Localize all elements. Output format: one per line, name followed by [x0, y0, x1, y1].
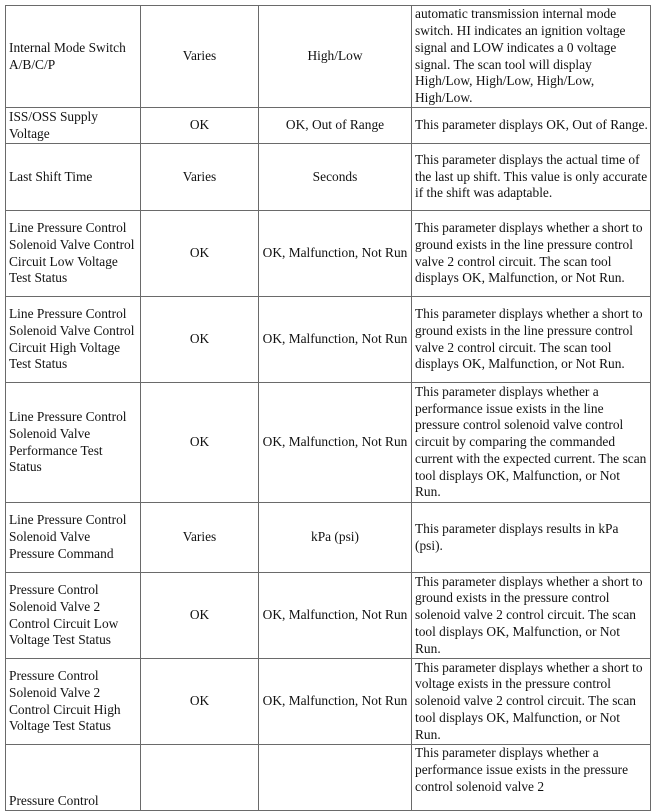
parameter-description: automatic transmission internal mode switch. HI indicates an ignition voltage signal and LOW indicates a 0 voltage signal. The scan tool will display High/Low, High/Low, High/Low, High/Low.	[412, 6, 651, 108]
parameter-units: OK, Malfunction, Not Run	[259, 297, 412, 383]
parameter-units	[259, 745, 412, 811]
parameter-name: Pressure Control Solenoid Valve 2 Control Circuit High Voltage Test Status	[6, 659, 141, 745]
parameter-name: Line Pressure Control Solenoid Valve Performance Test Status	[6, 383, 141, 503]
parameter-typical-value: OK	[141, 108, 259, 144]
parameter-typical-value: OK	[141, 659, 259, 745]
parameter-typical-value: Varies	[141, 503, 259, 573]
parameter-name: Line Pressure Control Solenoid Valve Control Circuit High Voltage Test Status	[6, 297, 141, 383]
parameter-typical-value: Varies	[141, 144, 259, 211]
scan-tool-parameter-table	[5, 5, 651, 811]
parameter-units: High/Low	[259, 6, 412, 108]
table-row	[6, 108, 651, 144]
parameter-name: Internal Mode Switch A/B/C/P	[6, 6, 141, 108]
parameter-units: OK, Malfunction, Not Run	[259, 211, 412, 297]
table-row	[6, 573, 651, 659]
parameter-typical-value: OK	[141, 297, 259, 383]
parameter-units: OK, Malfunction, Not Run	[259, 383, 412, 503]
parameter-description: This parameter displays results in kPa (psi).	[412, 503, 651, 573]
parameter-typical-value: OK	[141, 211, 259, 297]
parameter-units: kPa (psi)	[259, 503, 412, 573]
table-row	[6, 503, 651, 573]
parameter-typical-value: OK	[141, 383, 259, 503]
table-row	[6, 144, 651, 211]
parameter-units: OK, Malfunction, Not Run	[259, 659, 412, 745]
table-row	[6, 6, 651, 108]
parameter-units: OK, Out of Range	[259, 108, 412, 144]
table-row	[6, 297, 651, 383]
table-row	[6, 745, 651, 811]
parameter-units: Seconds	[259, 144, 412, 211]
parameter-description: This parameter displays whether a short to ground exists in the line pressure control valve 2 control circuit. The scan tool displays OK, Malfunction, or Not Run.	[412, 211, 651, 297]
document-page	[5, 5, 650, 811]
parameter-description: This parameter displays OK, Out of Range.	[412, 108, 651, 144]
parameter-description: This parameter displays whether a performance issue exists in the pressure control solenoid valve 2	[412, 745, 651, 811]
parameter-typical-value	[141, 745, 259, 811]
parameter-typical-value: OK	[141, 573, 259, 659]
parameter-description: This parameter displays whether a short to ground exists in the line pressure control valve 2 control circuit. The scan tool displays OK, Malfunction, or Not Run.	[412, 297, 651, 383]
parameter-name: ISS/OSS Supply Voltage	[6, 108, 141, 144]
parameter-description: This parameter displays whether a performance issue exists in the line pressure control solenoid valve control circuit by comparing the commanded current with the expected current. The scan tool displays OK, Malfunction, or Not Run.	[412, 383, 651, 503]
parameter-description: This parameter displays whether a short to voltage exists in the pressure control solenoid valve 2 control circuit. The scan tool displays OK, Malfunction, or Not Run.	[412, 659, 651, 745]
parameter-units: OK, Malfunction, Not Run	[259, 573, 412, 659]
parameter-name: Pressure Control	[6, 745, 141, 811]
parameter-description: This parameter displays whether a short to ground exists in the pressure control solenoid valve 2 control circuit. The scan tool displays OK, Malfunction, or Not Run.	[412, 573, 651, 659]
parameter-name: Line Pressure Control Solenoid Valve Pressure Command	[6, 503, 141, 573]
parameter-description: This parameter displays the actual time of the last up shift. This value is only accurate if the shift was adaptable.	[412, 144, 651, 211]
table-row	[6, 659, 651, 745]
parameter-name: Line Pressure Control Solenoid Valve Control Circuit Low Voltage Test Status	[6, 211, 141, 297]
parameter-typical-value: Varies	[141, 6, 259, 108]
parameter-name: Pressure Control Solenoid Valve 2 Control Circuit Low Voltage Test Status	[6, 573, 141, 659]
table-row	[6, 383, 651, 503]
table-row	[6, 211, 651, 297]
parameter-name: Last Shift Time	[6, 144, 141, 211]
